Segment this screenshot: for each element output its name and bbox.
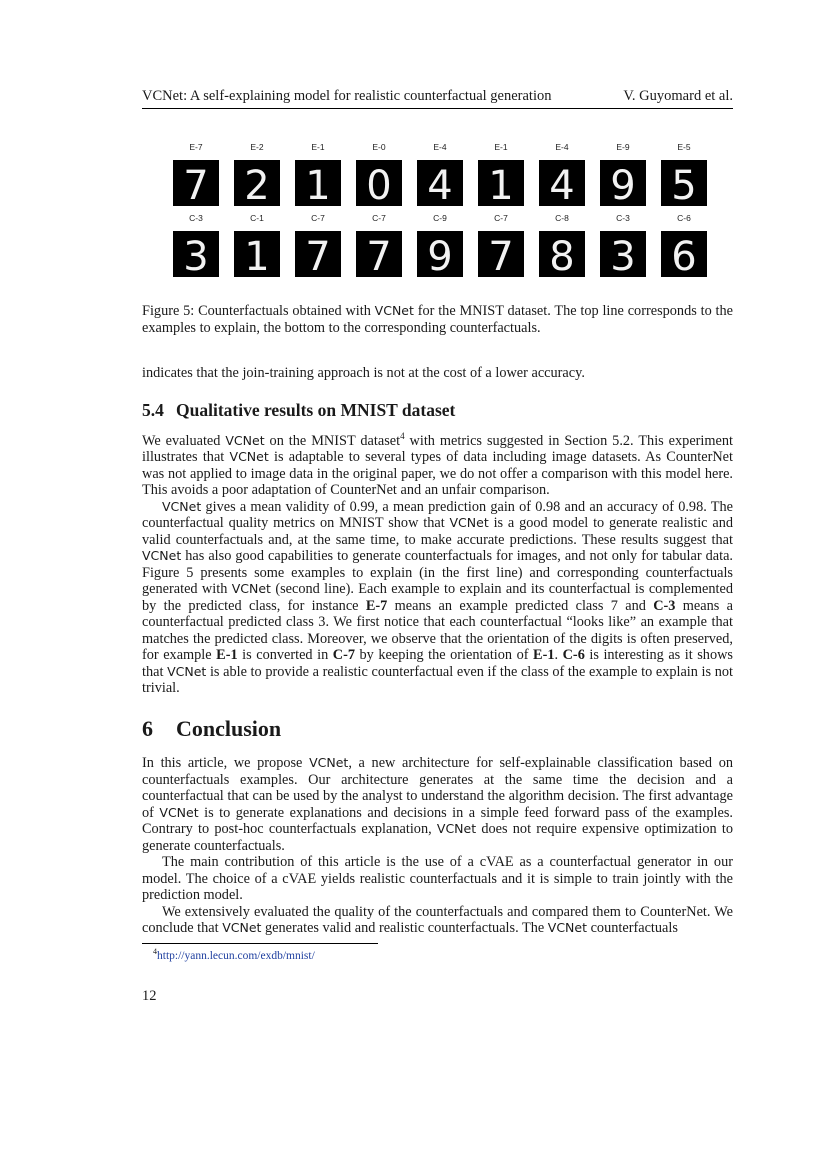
paragraph: The main contribution of this article is the use of a cVAE as a counterfactual generator in our model. The choice of a cVAE yields realistic counterfactuals and it is simple to train jointly with the prediction model. <box>142 854 733 903</box>
counterfactual-label: C-3 <box>616 213 630 223</box>
counterfactual-label: C-7 <box>494 213 508 223</box>
digit-glyph: 2 <box>244 163 270 206</box>
counterfactual-label: C-8 <box>555 213 569 223</box>
digit-glyph: 7 <box>183 163 209 206</box>
page-number: 12 <box>142 988 157 1004</box>
paragraph: We extensively evaluated the quality of the counterfactuals and compared them to CounterNet. We conclude that VCNet generates valid and realistic counterfactuals. The VCNet counterfactuals <box>142 903 733 936</box>
paragraph: We evaluated VCNet on the MNIST dataset$^4$ with metrics suggested in Section 5.2. This experiment illustrates that VCNet is adaptable to several types of data including image datasets. As CounterNet was not applied to image data in the original paper, we do not offer a comparison with this model here. This avoids a poor adaptation of CounterNet and an unfair comparison. <box>142 431 733 499</box>
digit-glyph: 7 <box>366 234 392 277</box>
counterfactual-digit-image <box>356 231 402 277</box>
example-digit-image <box>478 160 524 206</box>
counterfactual-digit-image <box>295 231 341 277</box>
digit-glyph: 7 <box>305 234 331 277</box>
running-header <box>142 86 733 109</box>
section-heading-6: 6 Conclusion <box>142 716 282 741</box>
counterfactual-digit-image <box>600 231 646 277</box>
digit-glyph: 4 <box>549 163 575 206</box>
footnote: $^4$http://yann.lecun.com/exdb/mnist/ <box>153 947 315 962</box>
digit-glyph: 9 <box>610 163 636 206</box>
example-digit-image <box>661 160 707 206</box>
digit-glyph: 1 <box>244 234 270 277</box>
example-digit-image <box>234 160 280 206</box>
example-digit-image <box>173 160 219 206</box>
section-heading-5-4: 5.4 Qualitative results on MNIST dataset <box>142 400 456 420</box>
example-digit-image <box>600 160 646 206</box>
digit-glyph: 8 <box>549 234 575 277</box>
example-label: E-4 <box>433 142 447 152</box>
footnote-link[interactable]: http://yann.lecun.com/exdb/mnist/ <box>157 949 315 962</box>
counterfactual-digit-image <box>417 231 463 277</box>
counterfactual-label: C-7 <box>311 213 325 223</box>
digit-glyph: 4 <box>427 163 453 206</box>
example-digit-image <box>539 160 585 206</box>
header-authors: V. Guyomard et al. <box>623 88 733 104</box>
digit-glyph: 1 <box>488 163 514 206</box>
digit-glyph: 9 <box>427 234 453 277</box>
figure-caption: Figure 5: Counterfactuals obtained with VCNet for the MNIST dataset. The top line corresponds to the examples to explain, the bottom to the corresponding counterfactuals. <box>142 303 733 336</box>
example-label: E-4 <box>555 142 569 152</box>
digit-glyph: 1 <box>305 163 331 206</box>
digit-glyph: 0 <box>366 163 392 206</box>
conclusion-body <box>142 755 733 937</box>
digit-glyph: 5 <box>671 163 697 206</box>
section-5-4-body <box>142 428 733 697</box>
digit-glyph: 3 <box>610 234 636 277</box>
counterfactual-digit-image <box>173 231 219 277</box>
example-label: E-9 <box>616 142 630 152</box>
digit-glyph: 7 <box>488 234 514 277</box>
example-label: E-0 <box>372 142 386 152</box>
digit-glyph: 6 <box>671 234 697 277</box>
header-title: VCNet: A self-explaining model for realistic counterfactual generation <box>142 88 552 104</box>
paragraph: In this article, we propose VCNet, a new architecture for self-explainable classification based on counterfactuals examples. Our architecture generates at the same time the decision and a counterfactual that can be used by the analyst to understand the algorithm decision. The first advantage of VCNet is to generate explanations and decisions in a simple feed forward pass of the examples. Contrary to post-hoc counterfactuals explanation, VCNet does not require expensive optimization to generate counterfactuals. <box>142 755 733 854</box>
example-digit-image <box>417 160 463 206</box>
paragraph-intro: indicates that the join-training approach is not at the cost of a lower accuracy. <box>142 365 585 381</box>
example-label: E-1 <box>494 142 508 152</box>
example-label: E-5 <box>677 142 691 152</box>
counterfactual-digit-image <box>234 231 280 277</box>
counterfactual-label: C-6 <box>677 213 691 223</box>
example-digit-image <box>295 160 341 206</box>
example-label: E-2 <box>250 142 264 152</box>
digit-glyph: 3 <box>183 234 209 277</box>
counterfactual-digit-image <box>539 231 585 277</box>
example-label: E-7 <box>189 142 203 152</box>
counterfactual-digit-image <box>661 231 707 277</box>
counterfactual-label: C-3 <box>189 213 203 223</box>
counterfactual-digit-image <box>478 231 524 277</box>
paragraph: VCNet gives a mean validity of 0.99, a mean prediction gain of 0.98 and an accuracy of 0.98. The counterfactual quality metrics on MNIST show that VCNet is a good model to generate realistic and valid counterfactuals and, at the same time, to make accurate predictions. These results suggest that VCNet has also good capabilities to generate counterfactuals for images, and not only for tabular data. Figure 5 presents some examples to explain (in the first line) and corresponding counterfactuals generated with VCNet (second line). Each example to explain and its counterfactual is complemented by the predicted class, for instance E-7 means an example predicted class 7 and C-3 means a counterfactual predicted class 3. We first notice that each counterfactual “looks like” an example that matches the predicted class. Moreover, we observe that the orientation of the digits is often preserved, for example E-1 is converted in C-7 by keeping the orientation of E-1. C-6 is interesting as it shows that VCNet is able to provide a realistic counterfactual even if the class of the example to explain is not trivial. <box>142 498 733 697</box>
counterfactual-label: C-7 <box>372 213 386 223</box>
example-digit-image <box>356 160 402 206</box>
counterfactual-label: C-9 <box>433 213 447 223</box>
example-label: E-1 <box>311 142 325 152</box>
counterfactual-label: C-1 <box>250 213 264 223</box>
footnote-rule <box>142 943 378 944</box>
